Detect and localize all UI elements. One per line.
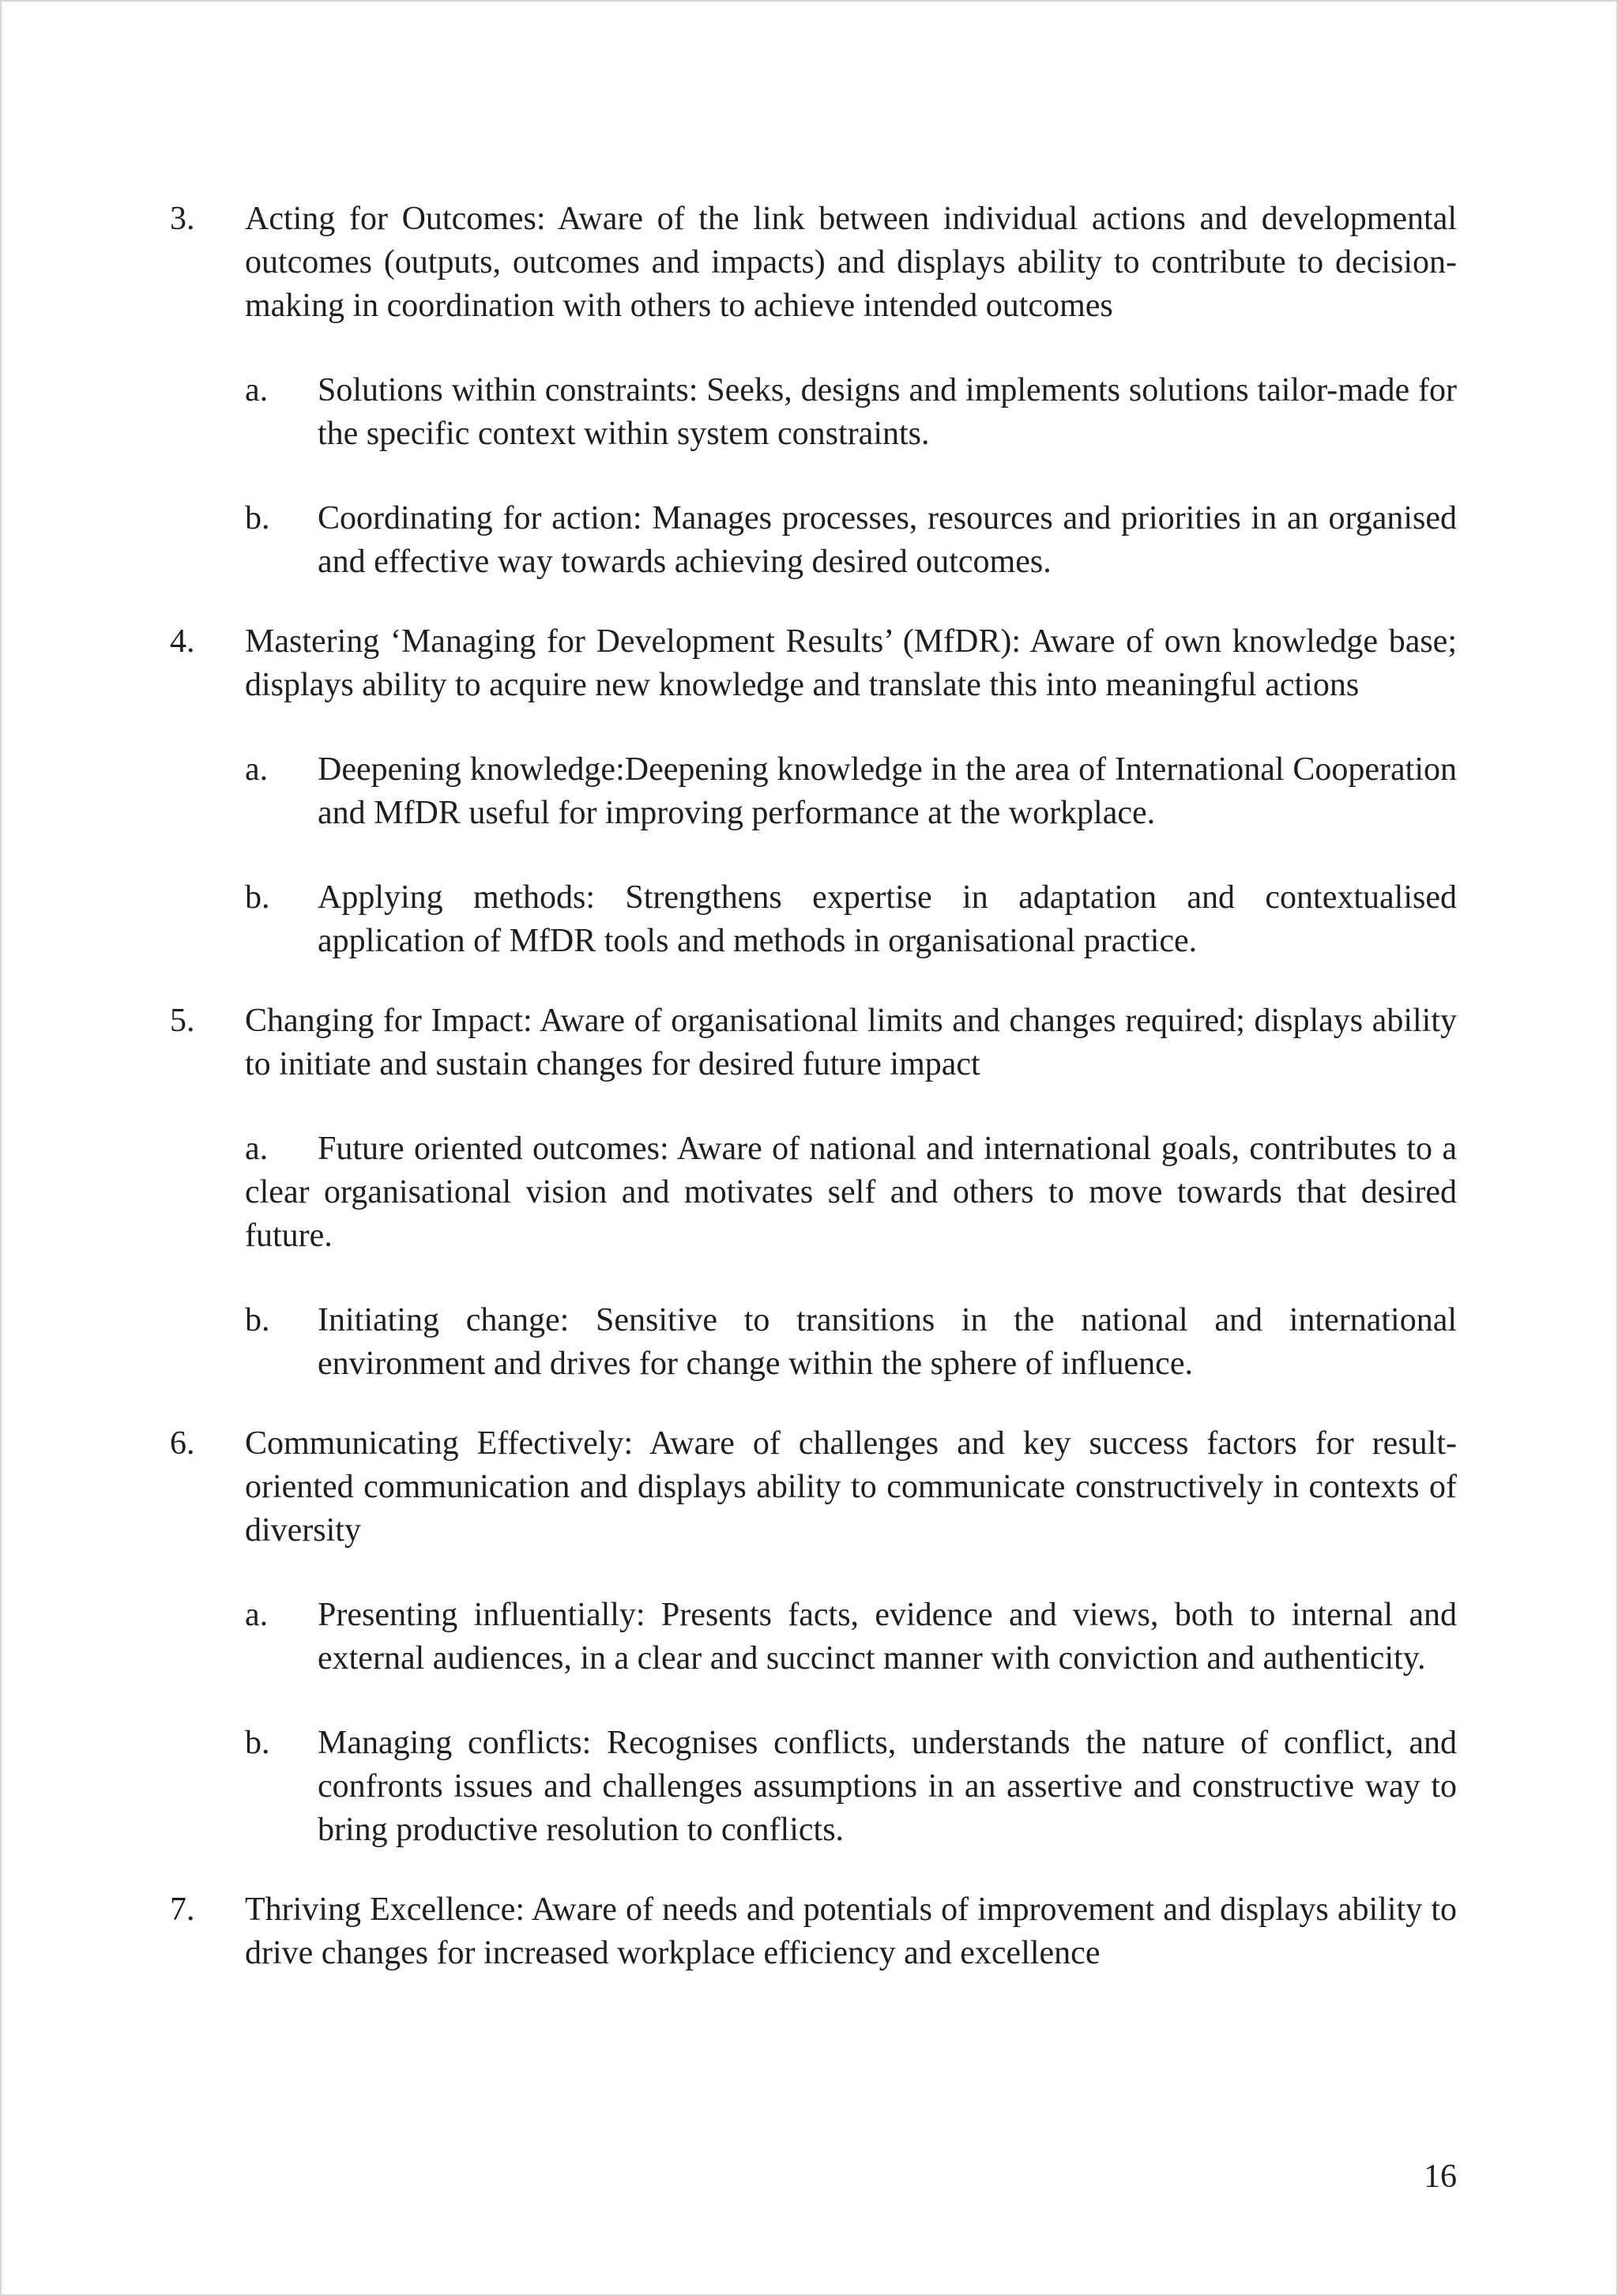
item-text: Mastering ‘Managing for Development Results’ (MfDR): Aware of own knowledge base; displays ability to acquire new knowledge and translate this into meaningful actions <box>245 623 1457 703</box>
sub-letter: a. <box>245 372 269 408</box>
sub-letter: b. <box>245 500 270 536</box>
item-number: 7. <box>170 1891 195 1928</box>
sub-letter: a. <box>245 1597 269 1633</box>
page-content <box>2 198 1616 2012</box>
item-text: Changing for Impact: Aware of organisational limits and changes required; displays ability to initiate and sustain changes for desired future impact <box>245 1003 1457 1082</box>
sub-list <box>2 369 1616 584</box>
sub-letter: a. <box>245 751 269 788</box>
sub-item <box>2 876 1616 963</box>
sub-text: Managing conflicts: Recognises conflicts, understands the nature of conflict, and confronts issues and challenges assumptions in an assertive and constructive way to bring productive resolution to conflicts. <box>318 1725 1457 1848</box>
item-text: Communicating Effectively: Aware of challenges and key success factors for result-oriented communication and displays ability to communicate constructively in contexts of diversity <box>245 1425 1457 1549</box>
sub-letter: a. <box>245 1131 269 1167</box>
item-text: Acting for Outcomes: Aware of the link between individual actions and developmental outcomes (outputs, outcomes and impacts) and displays ability to contribute to decision-making in coordination with others to achieve intended outcomes <box>245 201 1457 324</box>
sub-text: Coordinating for action: Manages processes, resources and priorities in an organised and effective way towards achieving desired outcomes. <box>318 500 1457 580</box>
item-text: Thriving Excellence: Aware of needs and potentials of improvement and displays ability to drive changes for increased workplace efficiency and excellence <box>245 1891 1457 1971</box>
sub-text: Solutions within constraints: Seeks, designs and implements solutions tailor-made for the specific context within system constraints. <box>318 372 1457 452</box>
item-number: 5. <box>170 1003 195 1039</box>
page-number: 16 <box>1424 2159 1457 2195</box>
sub-text: Presenting influentially: Presents facts, evidence and views, both to internal and external audiences, in a clear and succinct manner with conviction and authenticity. <box>318 1597 1457 1677</box>
sub-item <box>2 1299 1616 1386</box>
list-item <box>2 198 1616 584</box>
sub-list <box>2 748 1616 963</box>
sub-item <box>2 1722 1616 1852</box>
sub-item <box>2 497 1616 584</box>
sub-item <box>245 1127 1457 1258</box>
sub-list <box>2 1127 1616 1386</box>
sub-letter: b. <box>245 1725 270 1761</box>
sub-text: Initiating change: Sensitive to transitions in the national and international environment and drives for change within the sphere of influence. <box>318 1302 1457 1382</box>
list-item <box>2 1888 1616 1975</box>
list-item <box>2 620 1616 963</box>
sub-text: Applying methods: Strengthens expertise in adaptation and contextualised application of MfDR tools and methods in organisational practice. <box>318 879 1457 959</box>
sub-list <box>2 1594 1616 1852</box>
item-number: 6. <box>170 1425 195 1462</box>
list-item <box>2 999 1616 1386</box>
sub-letter: b. <box>245 1302 270 1338</box>
sub-text: Deepening knowledge:Deepening knowledge in the area of International Cooperation and MfDR useful for improving performance at the workplace. <box>318 751 1457 831</box>
sub-item <box>2 369 1616 456</box>
list-item <box>2 1422 1616 1852</box>
sub-item <box>2 1594 1616 1681</box>
sub-letter: b. <box>245 879 270 916</box>
item-number: 3. <box>170 201 195 237</box>
sub-text: Future oriented outcomes: Aware of national and international goals, contributes to a clear organisational vision and motivates self and others to move towards that desired future. <box>245 1131 1457 1254</box>
sub-item <box>2 748 1616 835</box>
item-number: 4. <box>170 623 195 660</box>
